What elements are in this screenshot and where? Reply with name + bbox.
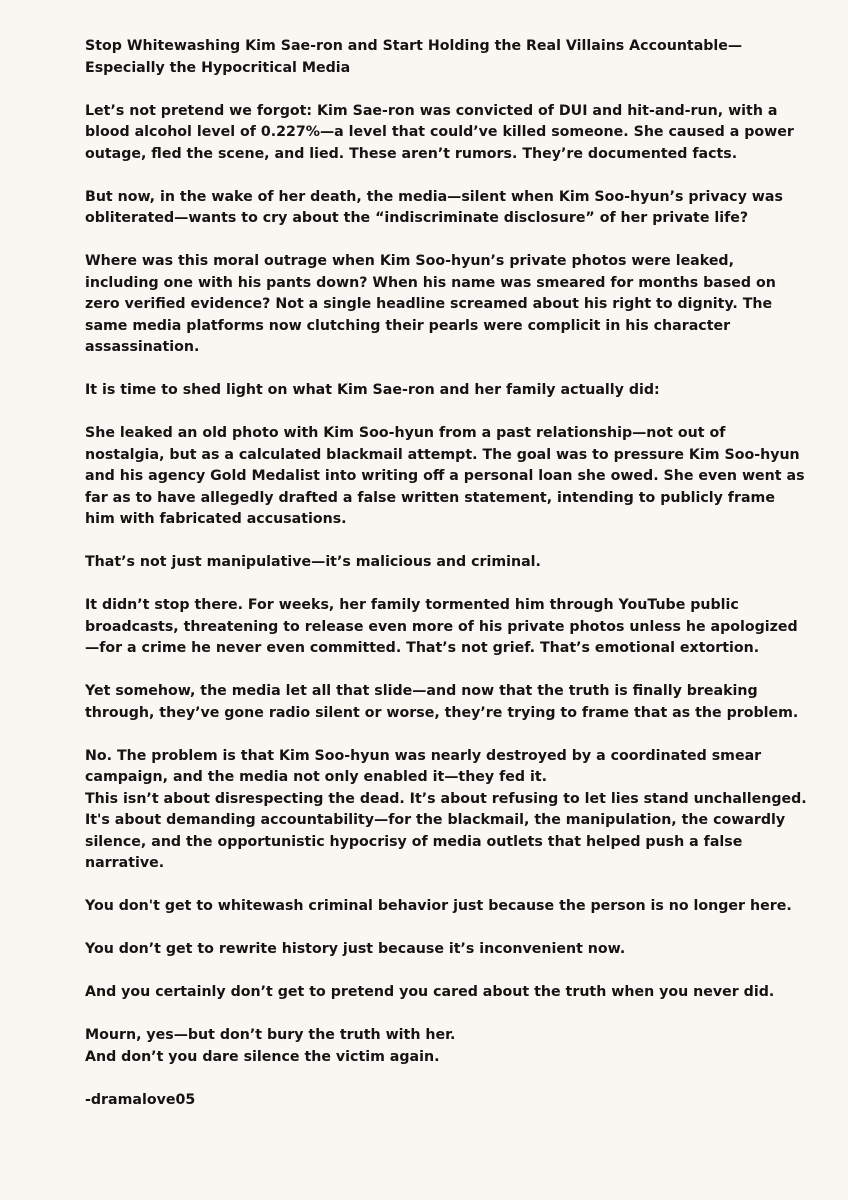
paragraph-moral-outrage — [85, 251, 776, 359]
paragraph-rewrite-history — [85, 939, 776, 961]
text-line: zero verified evidence? Not a single headline screamed about his right to dignity. The — [85, 296, 773, 312]
text-line: narrative. — [85, 855, 165, 871]
text-line: But now, in the wake of her death, the media—silent when Kim Soo-hyun’s privacy was — [85, 188, 783, 205]
text-line: nostalgia, but as a calculated blackmail attempt. The goal was to pressure Kim Soo-hyun — [85, 446, 800, 463]
author-signature: -dramalove05 — [85, 1091, 196, 1108]
title-line: Especially the Hypocritical Media — [85, 59, 351, 76]
paragraph-media-silence — [85, 187, 783, 230]
paragraph-whitewash — [85, 896, 792, 918]
paragraph-media-slide — [85, 681, 799, 724]
paragraph-mourn — [85, 1025, 776, 1068]
text-line: No. The problem is that Kim Soo-hyun was nearly destroyed by a coordinated smear — [85, 747, 762, 764]
paragraph-dui-conviction — [85, 101, 794, 166]
text-line: It's about demanding accountability—for the blackmail, the manipulation, the cowardly — [85, 812, 786, 828]
text-line: She leaked an old photo with Kim Soo-hyun from a past relationship—not out of — [85, 425, 726, 441]
text-line: And you certainly don’t get to pretend you cared about the truth when you never did. — [85, 984, 775, 1000]
text-line: broadcasts, threatening to release even more of his private photos unless he apologized — [85, 618, 798, 635]
text-line: That’s not just manipulative—it’s malicious and criminal. — [85, 554, 541, 570]
paragraph-smear-campaign — [85, 746, 807, 875]
paragraph-leaked-photo — [85, 423, 805, 531]
paragraph-extortion — [85, 595, 798, 660]
text-line: Let’s not pretend we forgot: Kim Sae-ron was convicted of DUI and hit-and-run, with a — [85, 102, 778, 119]
text-line: Where was this moral outrage when Kim Soo-hyun’s private photos were leaked, — [85, 253, 734, 269]
document-title — [85, 36, 776, 79]
text-line: campaign, and the media not only enabled it—they fed it. — [85, 769, 548, 785]
text-line: It didn’t stop there. For weeks, her family tormented him through YouTube public — [85, 597, 739, 613]
paragraph-shed-light — [85, 380, 776, 402]
text-line: And don’t you dare silence the victim again. — [85, 1048, 440, 1065]
text-line: same media platforms now clutching their pearls were complicit in his character — [85, 317, 731, 334]
paragraph-malicious — [85, 552, 776, 574]
text-line: assassination. — [85, 339, 200, 355]
text-line: and his agency Gold Medalist into writing off a personal loan she owed. She even went as — [85, 468, 805, 484]
text-line: through, they’ve gone radio silent or worse, they’re trying to frame that as the problem. — [85, 704, 799, 721]
text-line: far as to have allegedly drafted a false written statement, intending to publicly frame — [85, 489, 775, 506]
text-line: You don’t get to rewrite history just because it’s inconvenient now. — [85, 941, 626, 957]
paragraph-pretend-cared — [85, 982, 776, 1004]
text-line: It is time to shed light on what Kim Sae-ron and her family actually did: — [85, 382, 660, 398]
text-line: blood alcohol level of 0.227%—a level that could’ve killed someone. She caused a power — [85, 124, 794, 140]
text-line: including one with his pants down? When his name was smeared for months based on — [85, 274, 776, 291]
text-line: Mourn, yes—but don’t bury the truth with her. — [85, 1027, 456, 1043]
text-line: This isn’t about disrespecting the dead. It’s about refusing to let lies stand unchallenged. — [85, 790, 807, 807]
text-line: You don't get to whitewash criminal behavior just because the person is no longer here. — [85, 898, 792, 914]
text-line: him with fabricated accusations. — [85, 511, 347, 527]
text-line: —for a crime he never even committed. That’s not grief. That’s emotional extortion. — [85, 640, 760, 656]
text-line: outage, fled the scene, and lied. These aren’t rumors. They’re documented facts. — [85, 145, 738, 162]
text-line: Yet somehow, the media let all that slide—and now that the truth is finally breaking — [85, 683, 758, 699]
text-line: silence, and the opportunistic hypocrisy of media outlets that helped push a false — [85, 833, 743, 850]
title-line: Stop Whitewashing Kim Sae-ron and Start Holding the Real Villains Accountable— — [85, 38, 743, 54]
text-line: obliterated—wants to cry about the “indiscriminate disclosure” of her private life? — [85, 210, 749, 226]
